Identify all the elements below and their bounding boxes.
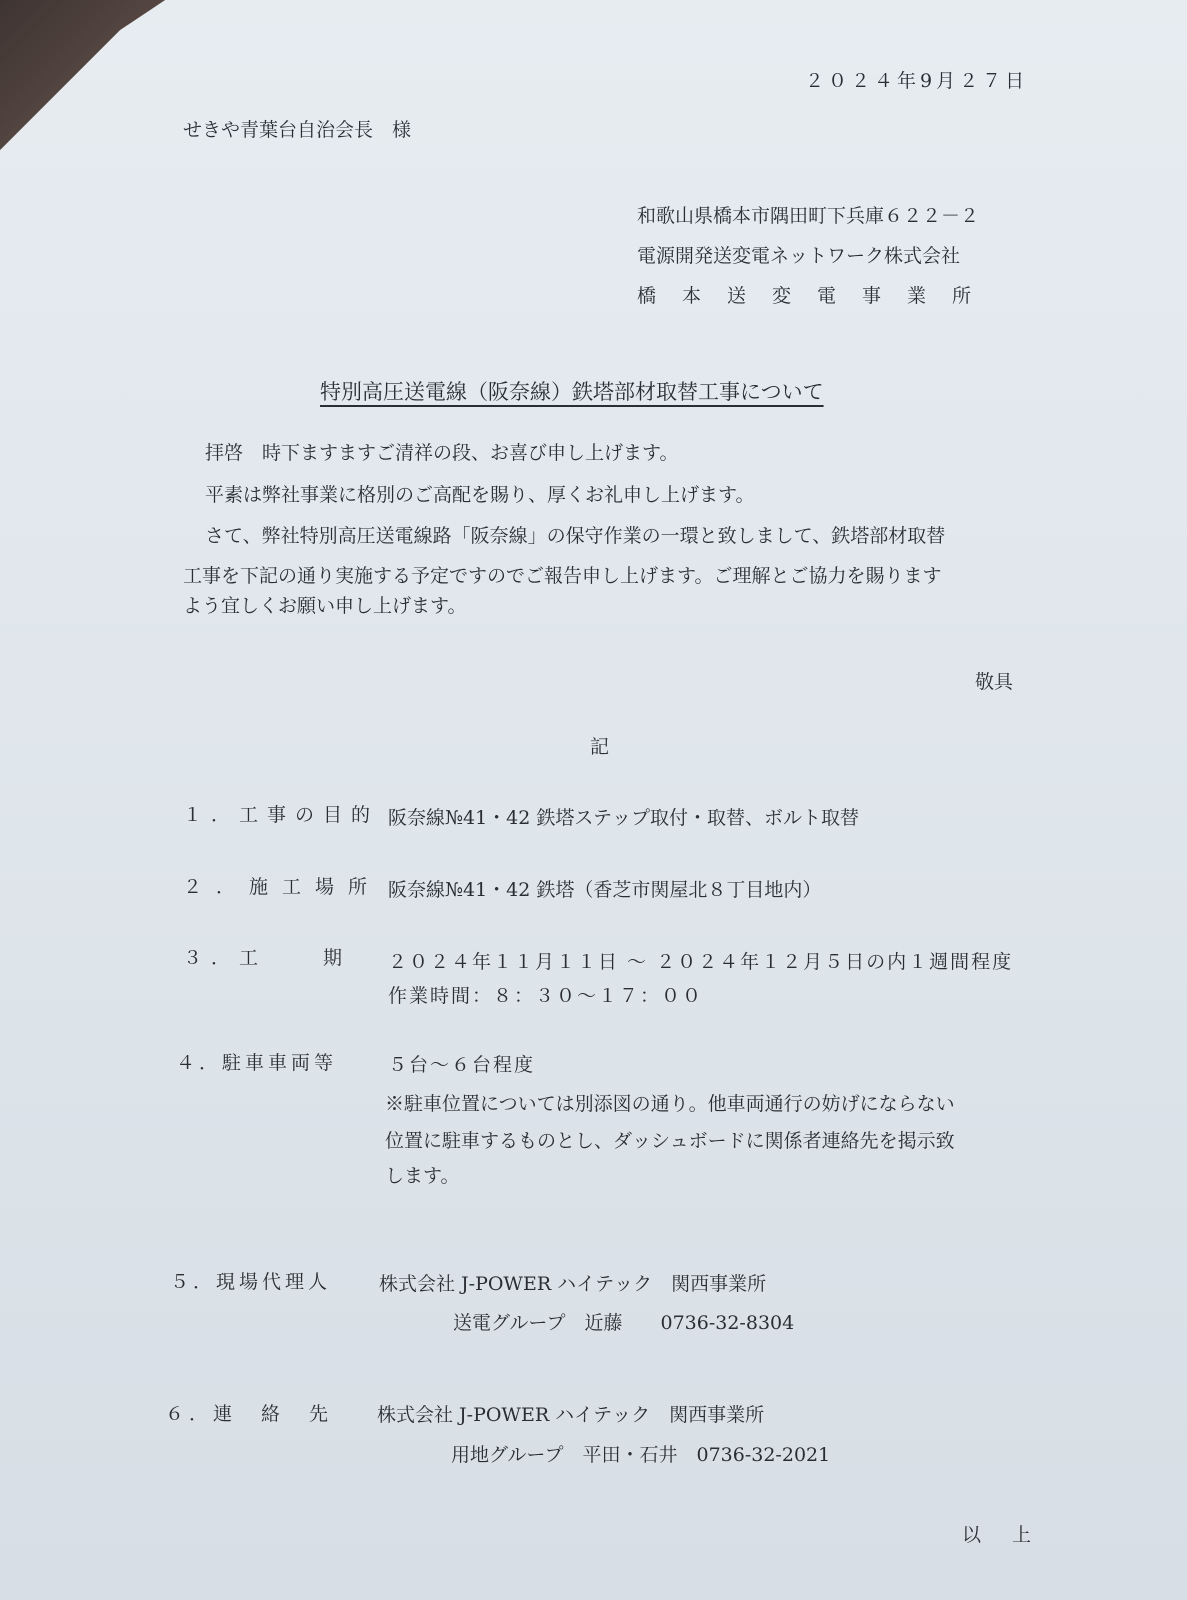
- item-3-value-1: ２０２４年１１月１１日 ～ ２０２４年１２月５日の内１週間程度: [388, 951, 1014, 973]
- document-title: 特別高圧送電線（阪奈線）鉄塔部材取替工事について: [320, 380, 824, 404]
- body-line-1: 拝啓 時下ますますご清祥の段、お喜び申し上げます。: [205, 442, 679, 464]
- sender-company: 電源開発送変電ネットワーク株式会社: [637, 245, 961, 267]
- item-4-value-3: 位置に駐車するものとし、ダッシュボードに関係者連絡先を掲示致: [385, 1130, 955, 1152]
- item-4-value-2: ※駐車位置については別添図の通り。他車両通行の妨げにならない: [385, 1093, 955, 1115]
- body-line-5: よう宜しくお願い申し上げます。: [183, 595, 467, 617]
- item-3-label: ３．工 期: [183, 947, 352, 969]
- item-6-value-1: 株式会社 J-POWER ハイテック 関西事業所: [377, 1404, 765, 1426]
- item-4-label: ４．駐車車両等: [176, 1052, 338, 1074]
- item-5-value-2: 送電グループ 近藤 0736-32-8304: [453, 1312, 795, 1334]
- recipient: せきや青葉台自治会長 様: [183, 119, 412, 141]
- item-1-label: １．工事の目的: [183, 804, 380, 826]
- item-6-value-2: 用地グループ 平田・石井 0736-32-2021: [451, 1444, 831, 1466]
- closing-keigu: 敬具: [975, 671, 1014, 693]
- body-line-2: 平素は弊社事業に格別のご高配を賜り、厚くお礼申し上げます。: [205, 484, 755, 506]
- item-4-value-4: します。: [385, 1165, 460, 1187]
- item-5-value-1: 株式会社 J-POWER ハイテック 関西事業所: [379, 1273, 767, 1295]
- sender-office: 橋本送変電事業所: [637, 285, 998, 307]
- item-5-label: ５．現場代理人: [170, 1271, 332, 1293]
- body-line-3: さて、弊社特別高圧送電線路「阪奈線」の保守作業の一環と致しまして、鉄塔部材取替: [205, 525, 946, 547]
- ki-heading: 記: [590, 736, 610, 758]
- end-mark: 以 上: [962, 1524, 1038, 1546]
- item-2-label: ２．施工場所: [183, 876, 382, 898]
- sender-address: 和歌山県橋本市隅田町下兵庫６２２－２: [637, 205, 980, 227]
- item-2-value: 阪奈線№41・42 鉄塔（香芝市関屋北８丁目地内）: [388, 879, 822, 901]
- item-6-label: ６．連 絡 先: [165, 1403, 334, 1425]
- item-1-value: 阪奈線№41・42 鉄塔ステップ取付・取替、ボルト取替: [388, 807, 859, 829]
- item-3-value-2: 作業時間：８：３０～１７：００: [388, 985, 704, 1007]
- body-line-4: 工事を下記の通り実施する予定ですのでご報告申し上げます。ご理解とご協力を賜ります: [183, 565, 942, 587]
- item-4-value-1: ５台～６台程度: [388, 1054, 536, 1076]
- document-date: ２０２４年9月２７日: [805, 70, 1029, 92]
